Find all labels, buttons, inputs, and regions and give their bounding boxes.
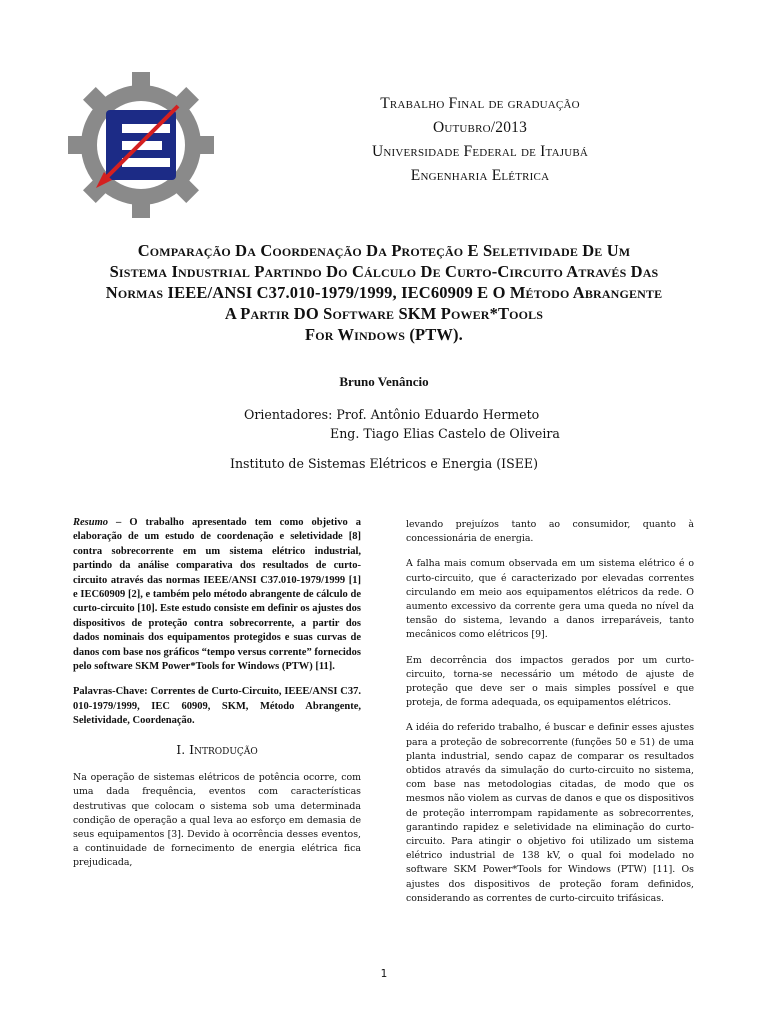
page-number: 1 <box>380 968 388 980</box>
body-paragraph: A falha mais comum observada em um sistema elétrico é o curto-circuito, que é caracterizado por elevadas correntes circulando em meio aos equipamentos elétricos da rede. O aumento excessivo da corrente gera uma queda no nível da tensão do sistema, levando a danos irreparáveis, tanto mecânicos como elétricos [9]. <box>406 558 694 641</box>
header-university: Universidade Federal de Itajubá <box>371 143 589 160</box>
abstract-label: Resumo <box>73 517 109 528</box>
title-line: Normas IEEE/ANSI C37.010-1979/1999, IEC60909 E O Método Abrangente <box>105 283 663 302</box>
body-paragraph: A idéia do referido trabalho, é buscar e definir esses ajustes para a proteção de sobrecorrente (funções 50 e 51) de uma planta industrial, sendo capaz de comparar os resultados obtidos através da simulação do curto-circuito no sistema, com base nas metodologias citadas, de modo que os mesmos não violem as curvas de danos e que os dispositivos de proteção interrompam rapidamente as sobrecorrentes, garantindo rapidez e seletividade na eliminação do curto-circuito. Para atingir o objetivo foi utilizado um sistema elétrico industrial de 138 kV, o qual foi modelado no software SKM Power*Tools for Windows (PTW) [11]. Os ajustes dos dispositivos de proteção foram definidos, considerando as correntes de curto-circuito trifásicas. <box>406 722 694 904</box>
report-header <box>330 92 630 188</box>
keywords-paragraph: Palavras-Chave: Correntes de Curto-Circuito, IEEE/ANSI C37. 010-1979/1999, IEC 60909, SKM, Método Abrangente, Seletividade, Coordenação. <box>73 686 361 727</box>
advisors-block <box>244 405 664 443</box>
right-column <box>406 518 694 917</box>
paper-title <box>70 240 698 345</box>
body-paragraph: levando prejuízos tanto ao consumidor, quanto à concessionária de energia. <box>406 519 694 545</box>
header-date: Outubro/2013 <box>432 119 528 136</box>
title-line: Sistema Industrial Partindo Do Cálculo De Curto-Circuito Através Das <box>109 262 659 281</box>
body-paragraph: Em decorrência dos impactos gerados por um curto-circuito, torna-se necessário um método de ajuste de proteção que deve ser o mais simples possível e que proteja, de forma adequada, os equipamentos elétricos. <box>406 654 694 709</box>
left-column <box>73 516 361 882</box>
title-line: A Partir DO Software SKM Power*Tools <box>224 304 544 323</box>
title-line: Comparação Da Coordenação Da Proteção E Seletividade De Um <box>137 241 631 260</box>
university-logo <box>66 70 216 220</box>
body-paragraph: Na operação de sistemas elétricos de potência ocorre, com uma dada frequência, eventos com características destrutivas que colocam o sistema sob uma determinada condição de operação a qual leva ao esforço em demasia de seus equipamentos [3]. Devido à ocorrência desses eventos, a continuidade de fornecimento de energia elétrica fica prejudicada, <box>73 772 361 869</box>
author-name: Bruno Venâncio <box>339 374 429 389</box>
header-department: Engenharia Elétrica <box>410 167 550 184</box>
advisor-1: Prof. Antônio Eduardo Hermeto <box>336 407 540 422</box>
abstract-text: – O trabalho apresentado tem como objetivo a elaboração de um estudo de coordenação e seletividade [8] contra sobrecorrente em um sistema elétrico industrial, partindo da análise comparativa dos resultados de curto-circuito através das normas IEEE/ANSI C37.010-1979/1999 [1] e IEC60909 [2], e também pelo método abrangente de cálculo de curto-circuito [10]. Este estudo consiste em definir os ajustes dos dispositivos de proteção contra sobrecorrente, a partir dos dados nominais dos equipamentos protegidos e suas curvas de danos com base nos gráficos “tempo versus corrente” fornecidos pelo software SKM Power*Tools for Windows (PTW) [11]. <box>73 517 361 673</box>
advisor-2: Eng. Tiago Elias Castelo de Oliveira <box>330 426 560 441</box>
section-heading: I. Introdução <box>176 741 258 757</box>
advisors-label: Orientadores: <box>244 407 333 422</box>
title-line: For Windows (PTW). <box>305 325 463 344</box>
institute-name: Instituto de Sistemas Elétricos e Energia (ISEE) <box>229 456 539 471</box>
abstract-paragraph <box>73 516 361 674</box>
header-course: Trabalho Final de graduação <box>380 95 580 112</box>
